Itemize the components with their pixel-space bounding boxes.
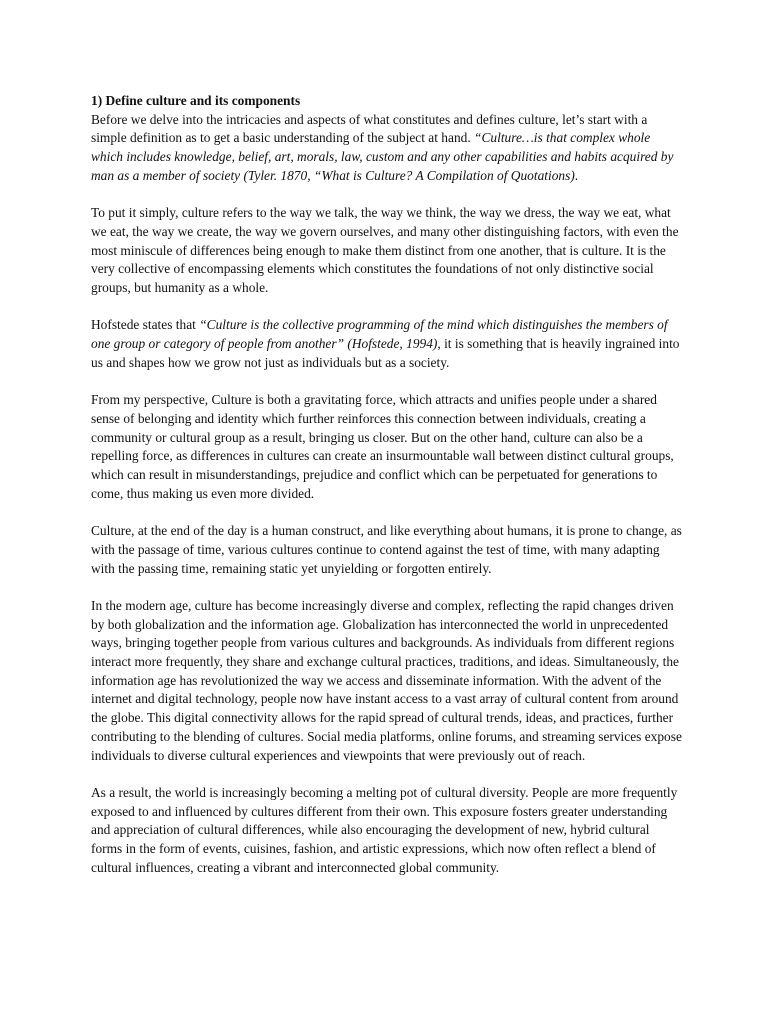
paragraph-melting-pot: As a result, the world is increasingly becoming a melting pot of cultural diversity. People are more frequently exposed to and influenced by cultures different from their own. This exposure fosters greater understanding and appreciation of cultural differences, while also encouraging the development of new, hybrid cultural forms in the form of events, cuisines, fashion, and artistic expressions, which now often reflect a blend of cultural influences, creating a vibrant and interconnected global community. xyxy=(91,784,678,875)
section-heading: 1) Define culture and its components xyxy=(91,93,301,108)
paragraph-modern-age: In the modern age, culture has become increasingly diverse and complex, reflecting the rapid changes driven by both globalization and the information age. Globalization has interconnected the world in unprecedented ways, bringing together people from various cultures and backgrounds. As individuals from different regions interact more frequently, they share and exchange cultural practices, traditions, and ideas. Simultaneously, the information age has revolutionized the way we access and disseminate information. With the advent of the internet and digital technology, people now have instant access to a vast array of cultural content from around the globe. This digital connectivity allows for the rapid spread of cultural trends, ideas, and practices, further contributing to the blending of cultures. Social media platforms, online forums, and streaming services expose individuals to diverse cultural experiences and viewpoints that were previously out of reach. xyxy=(91,597,682,763)
paragraph-definition xyxy=(91,111,682,186)
paragraph-lead: Hofstede states that xyxy=(91,317,200,333)
tyler-quote: “Culture…is that complex whole which includes knowledge, belief, art, morals, law, custom and any other capabilities and habits acquired by man as a member of society (Tyler. 1870, “What is Culture? A Compilation of Quotations) xyxy=(91,130,674,183)
paragraph-end: . xyxy=(574,167,579,183)
paragraph-perspective: From my perspective, Culture is both a gravitating force, which attracts and unifies people under a shared sense of belonging and identity which further reinforces this connection between individuals, creating a community or cultural group as a result, bringing us closer. But on the other hand, culture can also be a repelling force, as differences in cultures can create an insurmountable wall between distinct cultural groups, which can result in misunderstandings, prejudice and conflict which can be perpetuated for generations to come, thus making us even more divided. xyxy=(91,392,674,501)
paragraph-text: Before we delve into the intricacies and aspects of what constitutes and defines culture, let’s start with a simple definition as to get a basic understanding of the subject at hand. xyxy=(91,111,648,146)
paragraph-rest: , it is something that is heavily ingrained into us and shapes how we grow not just as individuals but as a society. xyxy=(91,336,680,370)
hofstede-quote: “Culture is the collective programming of the mind which distinguishes the members of one group or category of people from another” (Hofstede, 1994) xyxy=(91,317,668,352)
paragraph-human-construct: Culture, at the end of the day is a human construct, and like everything about humans, it is prone to change, as with the passage of time, various cultures continue to contend against the test of time, with many adapting with the passing time, remaining static yet unyielding or forgotten entirely. xyxy=(91,523,682,576)
paragraph-simple-definition: To put it simply, culture refers to the way we talk, the way we think, the way we dress, the way we eat, what we eat, the way we create, the way we govern ourselves, and many other distinguishing factors, with even the most miniscule of differences being enough to make them distinct from one another, that is culture. It is the very collective of encompassing elements which constitutes the foundations of not only distinctive social groups, but humanity as a whole. xyxy=(91,205,679,296)
paragraph-hofstede xyxy=(91,316,682,372)
